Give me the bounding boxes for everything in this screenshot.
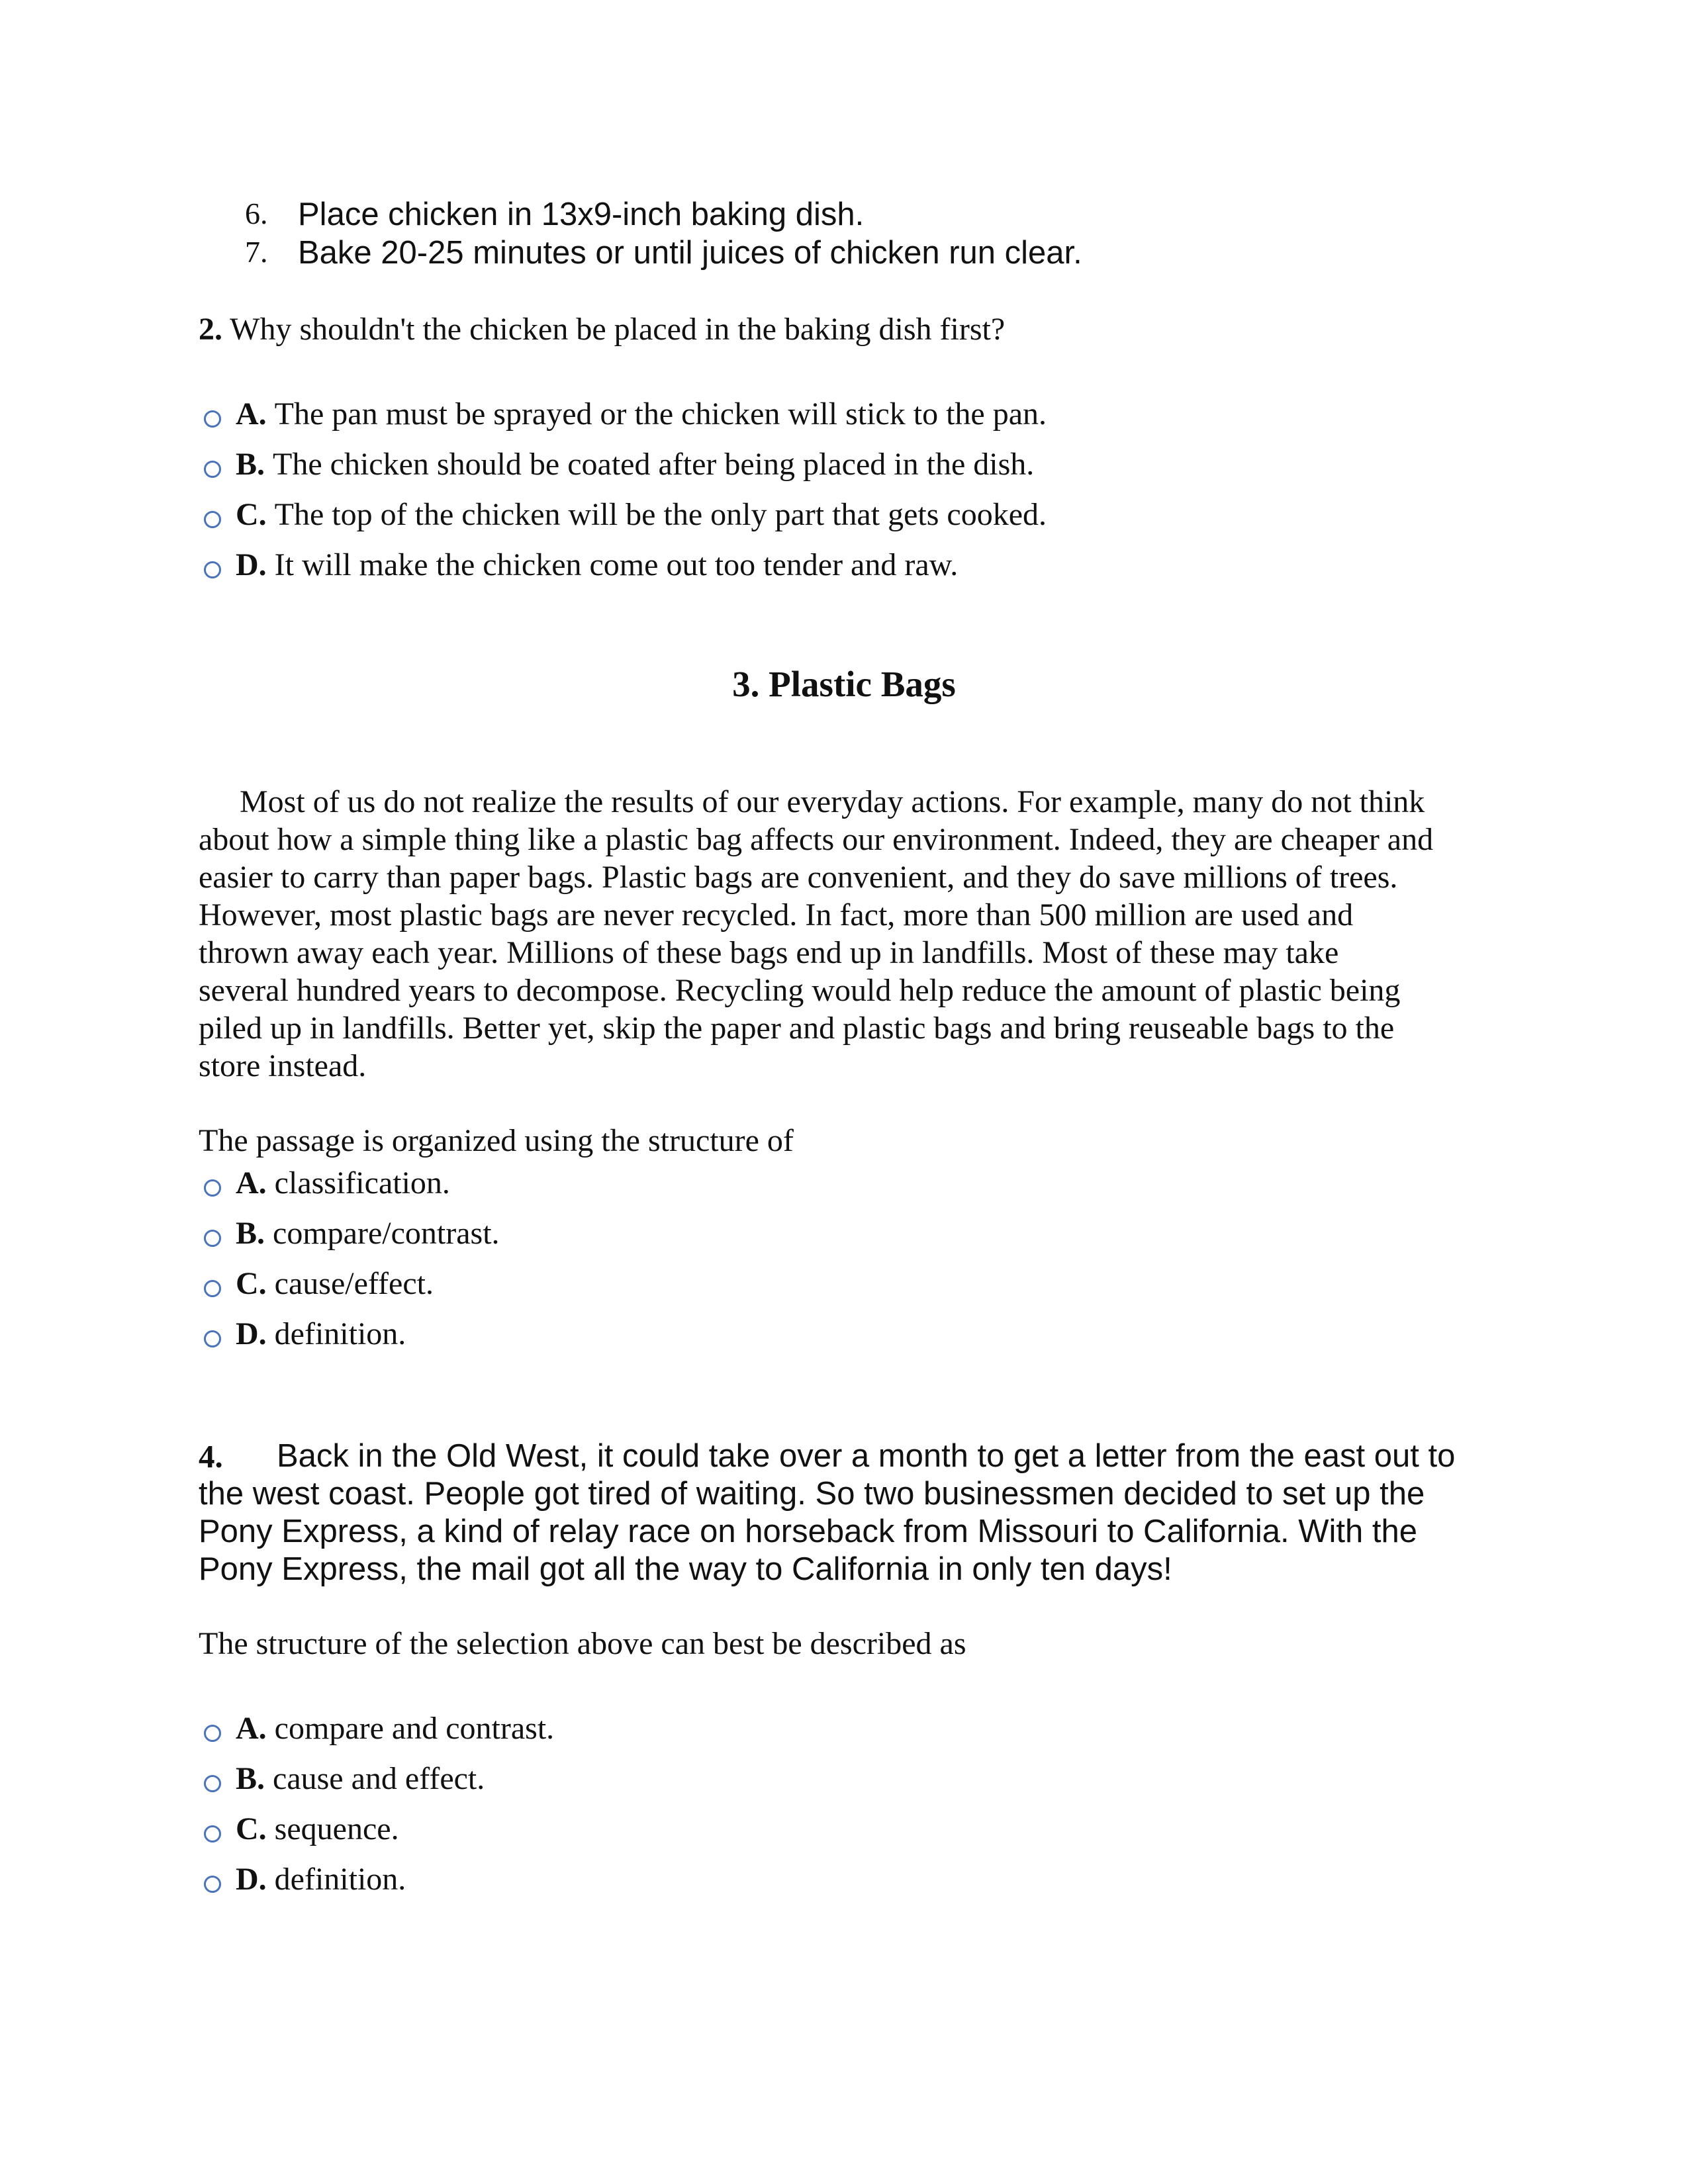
q3-option-d[interactable] xyxy=(204,1310,406,1357)
radio-button[interactable] xyxy=(204,410,221,428)
recipe-step-7 xyxy=(245,234,1082,271)
option-letter: D. xyxy=(236,1316,267,1351)
passage-line: thrown away each year. Millions of these bags end up in landfills. Most of these may take xyxy=(199,935,1339,970)
option-letter: D. xyxy=(236,547,267,582)
passage-pony-express xyxy=(199,1437,1509,1588)
q3-option-c[interactable] xyxy=(204,1260,434,1306)
question-4-prompt: The structure of the selection above can best be described as xyxy=(199,1626,966,1661)
q4-option-d[interactable] xyxy=(204,1856,406,1902)
radio-button[interactable] xyxy=(204,511,221,528)
q2-option-a[interactable] xyxy=(204,390,1047,437)
radio-button[interactable] xyxy=(204,1179,221,1197)
passage-line: Most of us do not realize the results of our everyday actions. For example, many do not think xyxy=(240,784,1425,819)
option-text: The top of the chicken will be the only part that gets cooked. xyxy=(274,496,1047,532)
question-3-prompt: The passage is organized using the structure of xyxy=(199,1123,794,1158)
passage-line: piled up in landfills. Better yet, skip the paper and plastic bags and bring reuseable bags to the xyxy=(199,1011,1395,1046)
q3-option-b[interactable] xyxy=(204,1210,500,1256)
question-number: 2. xyxy=(199,312,222,347)
passage-line: Back in the Old West, it could take over a month to get a letter from the east out to xyxy=(277,1438,1456,1474)
option-text: compare/contrast. xyxy=(273,1215,500,1251)
passage-line: store instead. xyxy=(199,1048,367,1083)
passage-line: Pony Express, a kind of relay race on horseback from Missouri to California. With the xyxy=(199,1514,1417,1549)
q2-option-c[interactable] xyxy=(204,491,1047,537)
option-letter: C. xyxy=(236,1265,267,1301)
recipe-step-6 xyxy=(245,196,865,232)
option-text: It will make the chicken come out too tender and raw. xyxy=(274,547,959,582)
option-text: cause/effect. xyxy=(274,1265,434,1301)
step-number: 6. xyxy=(245,197,268,230)
radio-button[interactable] xyxy=(204,1775,221,1792)
option-text: classification. xyxy=(274,1165,450,1201)
option-text: cause and effect. xyxy=(273,1760,485,1796)
radio-button[interactable] xyxy=(204,1825,221,1843)
passage-plastic-bags xyxy=(199,783,1496,1085)
option-text: The pan must be sprayed or the chicken will stick to the pan. xyxy=(274,396,1047,432)
option-letter: A. xyxy=(236,1710,267,1746)
radio-button[interactable] xyxy=(204,1330,221,1347)
radio-button[interactable] xyxy=(204,1725,221,1742)
passage-line: several hundred years to decompose. Recycling would help reduce the amount of plastic being xyxy=(199,973,1401,1008)
q4-option-b[interactable] xyxy=(204,1755,485,1801)
radio-button[interactable] xyxy=(204,1280,221,1297)
q2-option-b[interactable] xyxy=(204,441,1034,487)
passage-line: about how a simple thing like a plastic bag affects our environment. Indeed, they are cheaper and xyxy=(199,822,1434,857)
q3-option-a[interactable] xyxy=(204,1160,450,1206)
option-text: definition. xyxy=(274,1861,406,1897)
radio-button[interactable] xyxy=(204,1876,221,1893)
option-letter: A. xyxy=(236,1165,267,1201)
step-text: Bake 20-25 minutes or until juices of chicken run clear. xyxy=(298,235,1082,271)
option-text: compare and contrast. xyxy=(274,1710,555,1746)
step-number: 7. xyxy=(245,235,268,269)
option-letter: B. xyxy=(236,1760,265,1796)
section-title: 3. Plastic Bags xyxy=(732,664,956,704)
option-letter: A. xyxy=(236,396,267,432)
option-letter: C. xyxy=(236,496,267,532)
option-text: The chicken should be coated after being placed in the dish. xyxy=(273,446,1035,482)
option-letter: D. xyxy=(236,1861,267,1897)
radio-button[interactable] xyxy=(204,561,221,578)
q4-option-c[interactable] xyxy=(204,1805,399,1852)
q4-option-a[interactable] xyxy=(204,1705,554,1751)
option-text: sequence. xyxy=(274,1811,399,1846)
passage-line: the west coast. People got tired of waiting. So two businessmen decided to set up the xyxy=(199,1476,1425,1512)
q2-option-d[interactable] xyxy=(204,541,958,588)
option-letter: B. xyxy=(236,1215,265,1251)
question-text: Why shouldn't the chicken be placed in the baking dish first? xyxy=(230,312,1006,347)
passage-line: easier to carry than paper bags. Plastic bags are convenient, and they do save millions of trees. xyxy=(199,860,1398,895)
passage-line: Pony Express, the mail got all the way to California in only ten days! xyxy=(199,1551,1172,1587)
step-text: Place chicken in 13x9-inch baking dish. xyxy=(298,197,865,232)
option-letter: C. xyxy=(236,1811,267,1846)
option-text: definition. xyxy=(274,1316,406,1351)
question-2 xyxy=(199,311,1005,347)
option-letter: B. xyxy=(236,446,265,482)
question-number: 4. xyxy=(199,1438,223,1475)
radio-button[interactable] xyxy=(204,461,221,478)
passage-line: However, most plastic bags are never recycled. In fact, more than 500 million are used and xyxy=(199,897,1354,933)
radio-button[interactable] xyxy=(204,1230,221,1247)
